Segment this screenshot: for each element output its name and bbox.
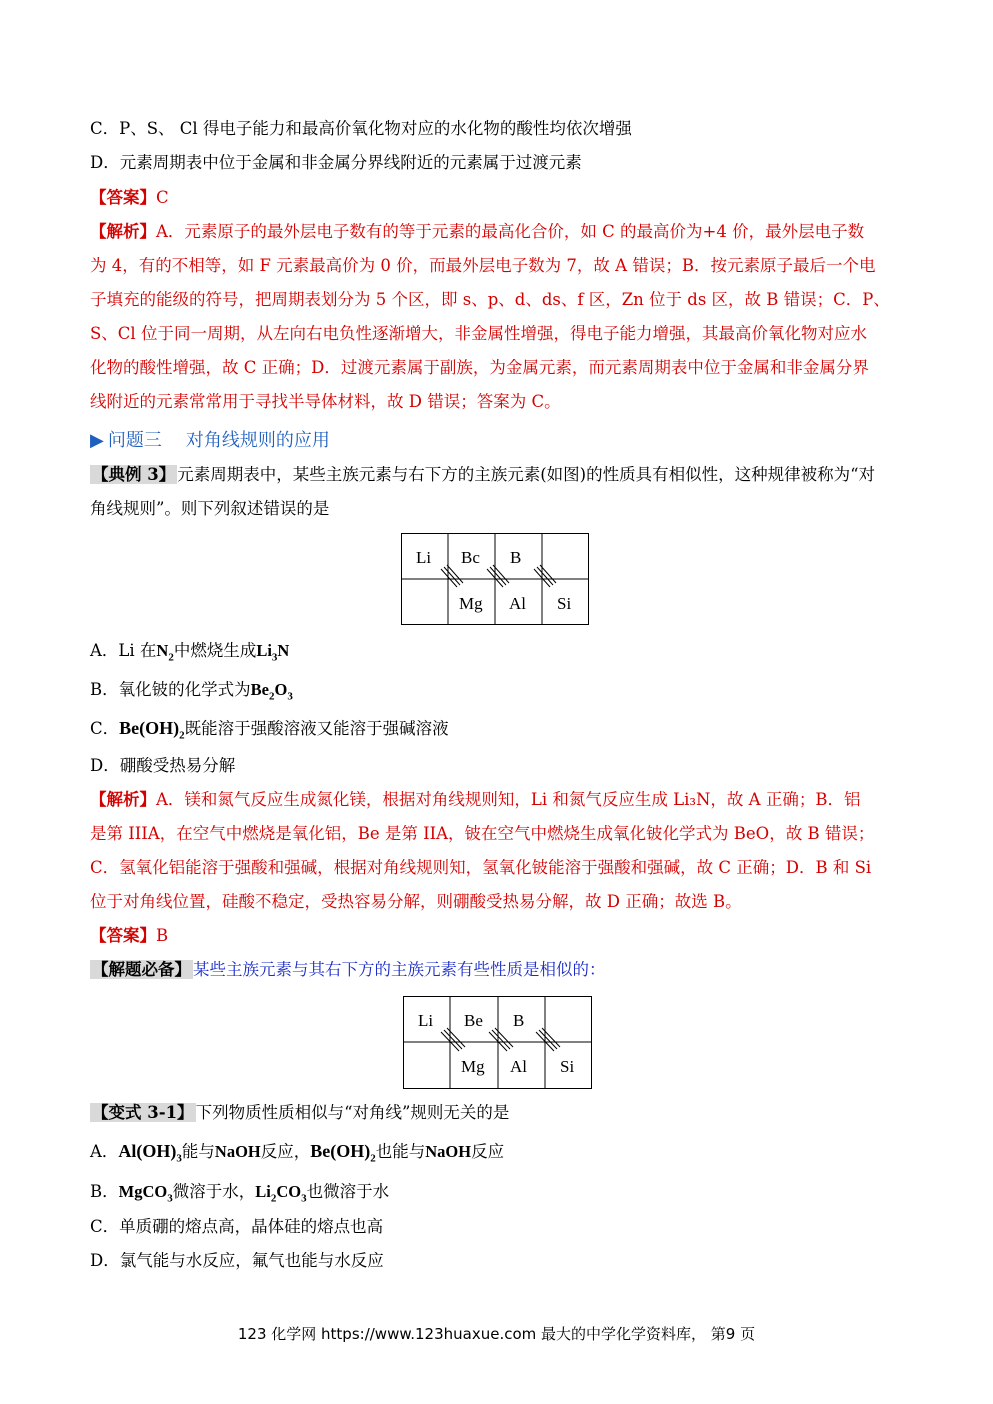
text-post: 也微溶于水 <box>306 1182 390 1201</box>
cell-mg: Mg <box>459 594 483 613</box>
example-3-line-2: 角线规则”。则下列叙述错误的是 <box>90 499 330 518</box>
example-tag: 【典例 3】 <box>92 465 176 484</box>
cell-li: Li <box>416 548 432 567</box>
formula-mgco3: MgCO <box>118 1182 168 1201</box>
example-option-b <box>90 679 910 707</box>
cell-li: Li <box>418 1011 434 1030</box>
formula-sub: 2 <box>270 1192 277 1205</box>
example-option-c <box>90 717 910 747</box>
variant-3-1-line <box>90 1102 910 1124</box>
essentials-text: 某些主族元素与其右下方的主族元素有些性质是相似的： <box>193 960 606 979</box>
formula-sub: 3 <box>301 1192 307 1205</box>
analysis-3-line-3: C．氢氧化铝能溶于强酸和强碱，根据对角线规则知，氢氧化铍能溶于强酸和强碱，故 C 正确；D．B 和 Si <box>90 858 872 877</box>
cell-si: Si <box>560 1057 575 1076</box>
formula-naoh: NaOH <box>425 1142 472 1161</box>
triangle-icon: ▶ <box>90 430 104 451</box>
formula-sub: 2 <box>268 690 275 703</box>
variant-text: 下列物质性质相似与“对角线”规则无关的是 <box>195 1103 510 1122</box>
example-text: 元素周期表中，某些主族元素与右下方的主族元素(如图)的性质具有相似性，这种规律被称为“对 <box>177 465 876 484</box>
text-mid: 能与 <box>181 1142 215 1161</box>
section-label: 问题三 <box>107 430 162 451</box>
answer-1 <box>90 187 910 209</box>
option-c-prev: C．P、S、 Cl 得电子能力和最高价氧化物对应的水化物的酸性均依次增强 <box>90 119 632 138</box>
analysis-text: A．镁和氮气反应生成氮化镁，根据对角线规则知，Li 和氮气反应生成 Li₃N，故 A 正确；B．铝 <box>156 790 861 809</box>
formula-o: O <box>274 680 288 699</box>
variant-option-d: D．氯气能与水反应，氟气也能与水反应 <box>90 1251 384 1270</box>
option-a-prefix: A． <box>90 1142 119 1161</box>
analysis-3-line-2: 是第 IIIA，在空气中燃烧是氧化铝，Be 是第 IIA，铍在空气中燃烧生成氧化铍化学式为 BeO，故 B 错误； <box>90 824 875 843</box>
option-a-prefix: A．Li 在 <box>90 641 157 660</box>
analysis-3-line-1 <box>90 789 910 811</box>
variant-option-c: C．单质硼的熔点高，晶体硅的熔点也高 <box>90 1217 384 1236</box>
text-mid: 微溶于水， <box>172 1182 256 1201</box>
text-post: 反应 <box>471 1142 505 1161</box>
example-option-a <box>90 640 910 668</box>
formula-beoh: Be(OH) <box>119 718 180 738</box>
analysis-text: A．元素原子的最外层电子数有的等于元素的最高化合价，如 C 的最高价为+4 价，最外层电子数 <box>156 222 865 241</box>
section-heading <box>90 426 330 452</box>
cell-al: Al <box>510 1057 527 1076</box>
formula-n2: N <box>156 641 169 660</box>
analysis-1-line-6: 线附近的元素常常用于寻找半导体材料，故 D 错误；答案为 C。 <box>90 392 561 411</box>
text-mid: 也能与 <box>375 1142 426 1161</box>
cell-si: Si <box>557 594 572 613</box>
cell-be: Be <box>464 1011 483 1030</box>
answer-tag: 【答案】 <box>90 926 156 945</box>
formula-n: N <box>277 641 290 660</box>
formula-sub: 2 <box>370 1152 376 1165</box>
analysis-1-line-3: 子填充的能级的符号，把周期表划分为 5 个区，即 s、p、d、ds、f 区，Zn 位于 ds 区，故 B 错误；C．P、 <box>90 290 890 309</box>
example-option-d: D．硼酸受热易分解 <box>90 756 236 775</box>
analysis-1-line-4: S、Cl 位于同一周期，从左向右电负性逐渐增大，非金属性增强，得电子能力增强，其最高价氧化物对应水 <box>90 324 867 343</box>
option-a-mid: 中燃烧生成 <box>173 641 257 660</box>
formula-aloh: Al(OH) <box>118 1141 177 1161</box>
formula-sub: 3 <box>287 690 293 703</box>
formula-naoh: NaOH <box>214 1142 261 1161</box>
text-mid: 反应， <box>260 1142 311 1161</box>
answer-value: C <box>156 188 169 207</box>
page-footer: 123 化学网 https://www.123huaxue.com 最大的中学化学资料库， 第9 页 <box>237 1325 756 1343</box>
essentials-line <box>90 959 910 981</box>
formula-li: Li <box>256 641 272 660</box>
formula-sub: 2 <box>179 729 185 742</box>
variant-option-b <box>90 1181 910 1209</box>
formula-sub: 2 <box>168 651 174 664</box>
answer-3 <box>90 925 910 947</box>
option-d-prev: D．元素周期表中位于金属和非金属分界线附近的元素属于过渡元素 <box>90 153 582 172</box>
cell-mg: Mg <box>461 1057 485 1076</box>
analysis-1-line-1 <box>90 221 910 243</box>
formula-be: Be <box>250 680 269 699</box>
diagonal-rule-diagram-2 <box>403 996 593 1094</box>
formula-co: CO <box>276 1182 302 1201</box>
section-title: 对角线规则的应用 <box>185 430 330 451</box>
answer-value: B <box>156 926 169 945</box>
cell-b: B <box>510 548 522 567</box>
analysis-1-line-2: 为 4，有的不相等，如 F 元素最高价为 0 价，而最外层电子数为 7，故 A 错误；B．按元素原子最后一个电 <box>90 256 876 275</box>
formula-sub: 3 <box>176 1152 182 1165</box>
analysis-tag: 【解析】 <box>90 790 156 809</box>
essentials-tag: 【解题必备】 <box>92 960 191 979</box>
example-3-line-1 <box>90 464 910 486</box>
analysis-tag: 【解析】 <box>90 222 156 241</box>
analysis-3-line-4: 位于对角线位置，硅酸不稳定，受热容易分解，则硼酸受热易分解，故 D 正确；故选 B。 <box>90 892 742 911</box>
cell-al: Al <box>509 594 526 613</box>
formula-sub: 3 <box>271 651 278 664</box>
variant-option-a <box>90 1140 910 1170</box>
cell-b: B <box>513 1011 525 1030</box>
formula-li: Li <box>255 1182 271 1201</box>
cell-bc: Bc <box>461 548 480 567</box>
option-b-prefix: B．氧化铍的化学式为 <box>90 680 251 699</box>
answer-tag: 【答案】 <box>90 188 156 207</box>
formula-beoh: Be(OH) <box>310 1141 371 1161</box>
analysis-1-line-5: 化物的酸性增强，故 C 正确；D．过渡元素属于副族，为金属元素，而元素周期表中位于金属和非金属分界 <box>90 358 869 377</box>
diagonal-rule-diagram-1 <box>401 533 591 630</box>
option-b-prefix: B． <box>90 1182 119 1201</box>
formula-sub: 3 <box>167 1192 173 1205</box>
option-c-text: 既能溶于强酸溶液又能溶于强碱溶液 <box>184 719 449 738</box>
variant-tag: 【变式 3-1】 <box>92 1103 194 1122</box>
option-c-prefix: C． <box>90 719 120 738</box>
